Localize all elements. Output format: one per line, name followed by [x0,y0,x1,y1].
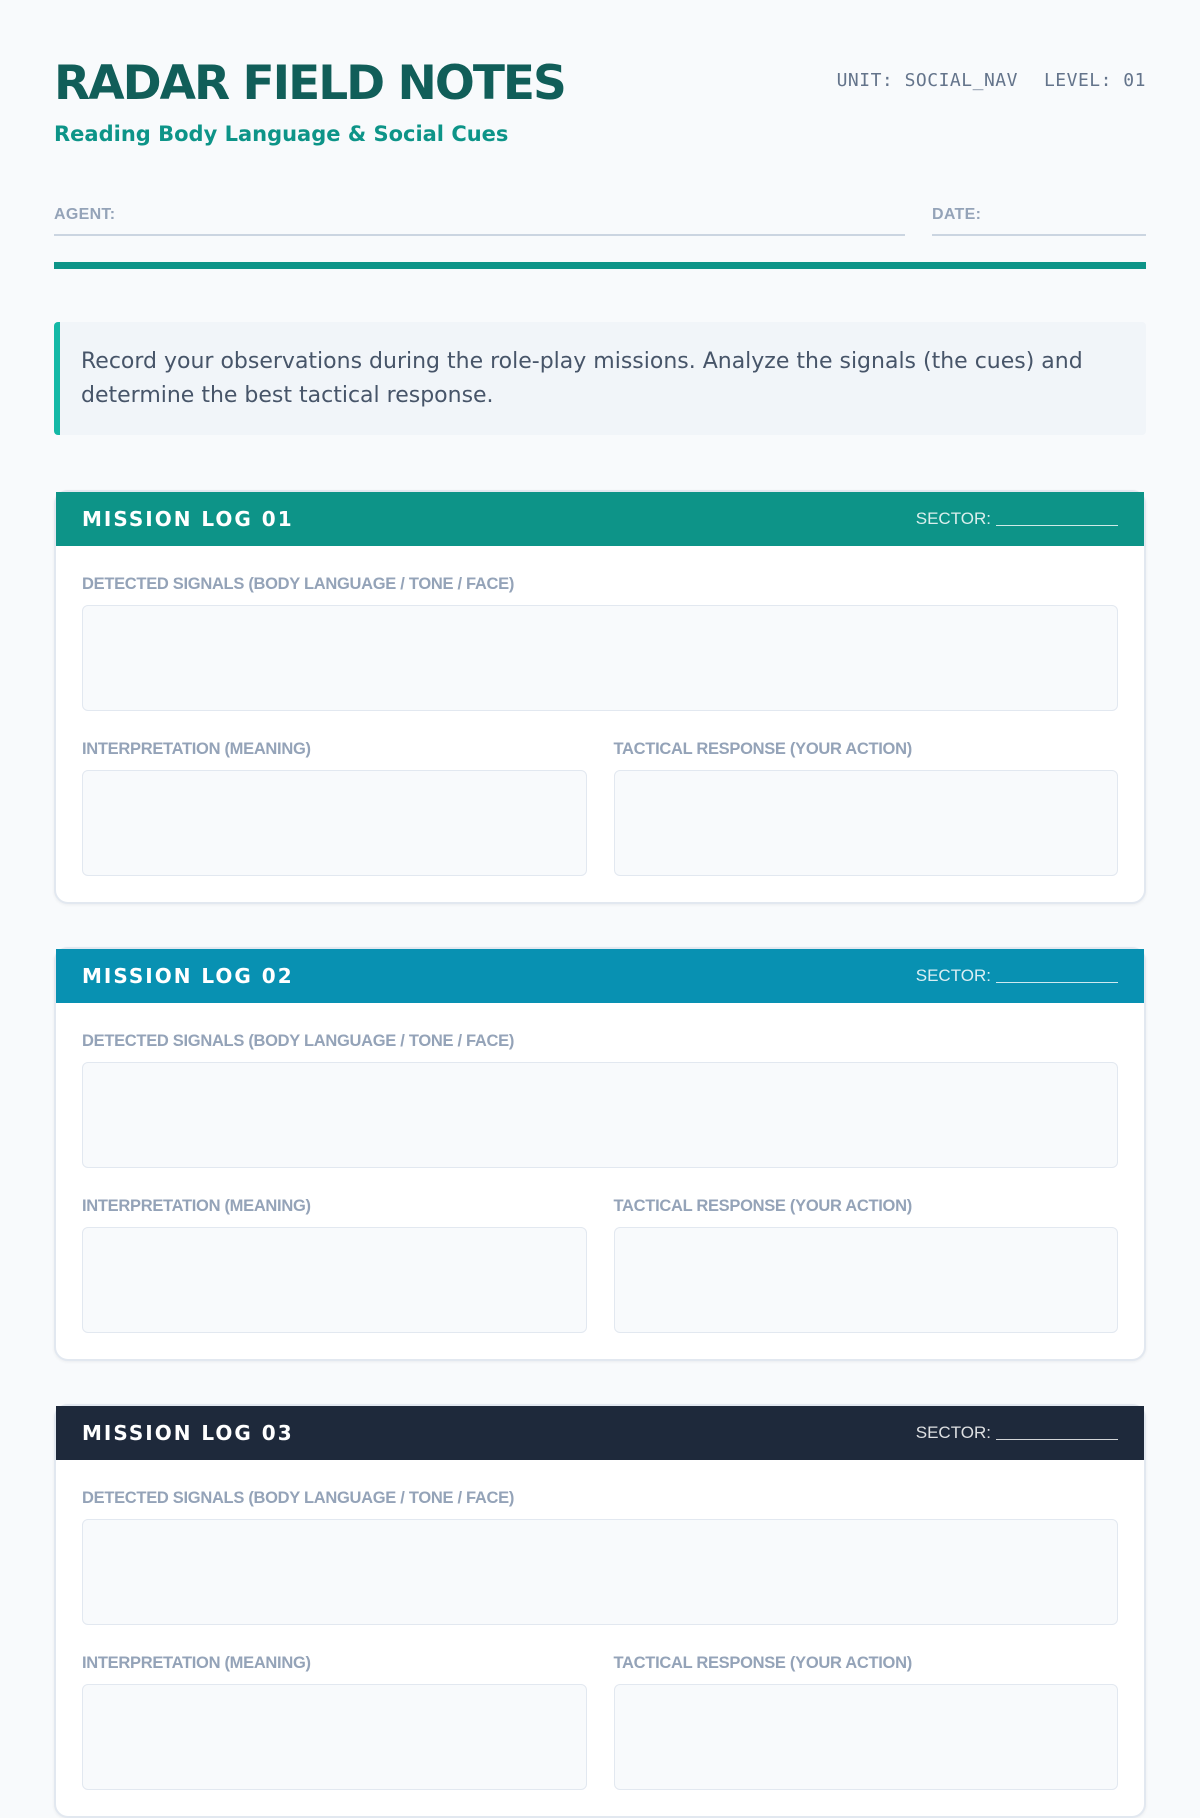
signals-input-box[interactable] [82,1062,1118,1168]
unit-code: UNIT: SOCIAL_NAV [836,70,1018,91]
interpretation-input-box[interactable] [82,1684,587,1790]
sector-label: SECTOR: [915,966,991,985]
interpretation-label: INTERPRETATION (MEANING) [82,1197,311,1215]
response-column [614,1653,1119,1790]
mission-log-card [54,490,1146,904]
worksheet-header [54,0,1146,168]
interpretation-column [82,739,587,876]
mission-log-card [54,1404,1146,1818]
interpretation-column [82,1196,587,1333]
response-column [614,1196,1119,1333]
page-title: RADAR FIELD NOTES [54,56,565,111]
agent-field[interactable]: AGENT: [54,168,905,236]
response-input-box[interactable] [614,770,1119,876]
mission-log-header [56,492,1144,546]
signals-input-box[interactable] [82,1519,1118,1625]
interpretation-label: INTERPRETATION (MEANING) [82,740,311,758]
analysis-row [82,1653,1118,1790]
mission-log-body [56,1460,1144,1816]
sector-blank-line[interactable] [996,1439,1118,1440]
response-label: TACTICAL RESPONSE (YOUR ACTION) [613,1654,912,1672]
response-input-box[interactable] [614,1684,1119,1790]
mission-log-header [56,1406,1144,1460]
signals-label: DETECTED SIGNALS (BODY LANGUAGE / TONE / FACE) [82,1489,515,1507]
response-label: TACTICAL RESPONSE (YOUR ACTION) [613,1197,912,1215]
agent-date-fields [54,168,1146,236]
mission-log-card [54,947,1146,1361]
header-divider [54,262,1146,269]
mission-log-header [56,949,1144,1003]
mission-log-title: MISSION LOG 01 [82,507,294,531]
mission-log-body [56,546,1144,902]
instructions-callout: Record your observations during the role-play missions. Analyze the signals (the cues) and determine the best tactical response. [54,322,1146,435]
mission-log-body [56,1003,1144,1359]
mission-log-title: MISSION LOG 02 [82,964,294,988]
analysis-row [82,739,1118,876]
interpretation-input-box[interactable] [82,1227,587,1333]
response-input-box[interactable] [614,1227,1119,1333]
level-code: LEVEL: 01 [1043,70,1146,91]
unit-level-meta [837,70,1146,91]
interpretation-column [82,1653,587,1790]
page-subtitle: Reading Body Language & Social Cues [54,122,509,146]
response-label: TACTICAL RESPONSE (YOUR ACTION) [613,740,912,758]
interpretation-input-box[interactable] [82,770,587,876]
mission-log-title: MISSION LOG 03 [82,1421,294,1445]
sector-field[interactable] [916,1423,1118,1443]
signals-label: DETECTED SIGNALS (BODY LANGUAGE / TONE / FACE) [82,575,515,593]
sector-blank-line[interactable] [996,525,1118,526]
sector-field[interactable] [916,966,1118,986]
signals-input-box[interactable] [82,605,1118,711]
signals-label: DETECTED SIGNALS (BODY LANGUAGE / TONE / FACE) [82,1032,515,1050]
interpretation-label: INTERPRETATION (MEANING) [82,1654,311,1672]
sector-blank-line[interactable] [996,982,1118,983]
analysis-row [82,1196,1118,1333]
response-column [614,739,1119,876]
sector-label: SECTOR: [915,509,991,528]
sector-label: SECTOR: [915,1423,991,1442]
sector-field[interactable] [916,509,1118,529]
date-field[interactable]: DATE: [932,168,1146,236]
